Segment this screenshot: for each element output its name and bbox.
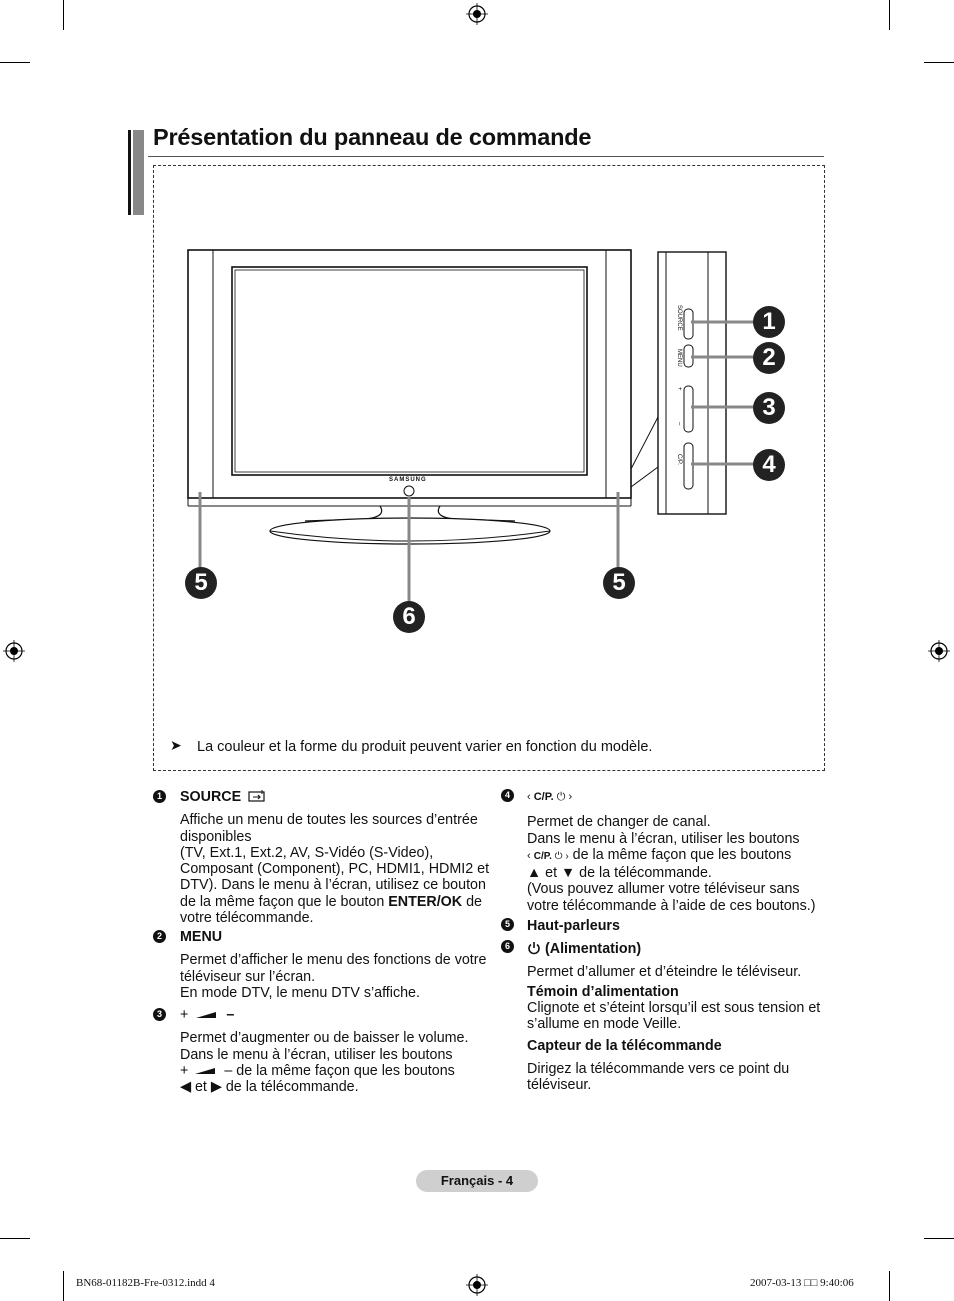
note-arrow-icon: ➤: [170, 737, 182, 753]
title-rule: [148, 156, 824, 157]
callout-6: 6: [393, 601, 425, 633]
panel-label-source: SOURCE: [676, 305, 682, 331]
item-channel: [527, 789, 827, 914]
text-line: Clignote et s’éteint lorsqu’il est sous tension et: [527, 999, 821, 1016]
item-marker-5: 5: [501, 918, 514, 931]
item-heading: (Alimentation): [545, 941, 642, 957]
crop-mark: [889, 1271, 890, 1301]
item-volume: [180, 1007, 500, 1095]
text-line: disponibles: [180, 828, 252, 845]
title-accent-bar: [128, 130, 144, 215]
text-line: Permet d’allumer et d’éteindre le téléviseur.: [527, 964, 802, 981]
item-marker-2: 2: [153, 930, 166, 943]
text-line: [180, 894, 500, 910]
crop-mark: [63, 1271, 64, 1301]
page-title: Présentation du panneau de commande: [153, 124, 592, 150]
crop-mark: [889, 0, 890, 30]
crop-mark: [0, 1238, 30, 1239]
volume-ramp-icon: [195, 1065, 217, 1075]
item-marker-3: 3: [153, 1008, 166, 1021]
source-input-icon: [248, 790, 268, 802]
text-line: Permet d’augmenter ou de baisser le volume.: [180, 1030, 469, 1047]
text-line: votre télécommande à l’aide de ces boutons.): [527, 897, 816, 914]
print-slug-left: BN68-01182B-Fre-0312.indd 4: [76, 1277, 215, 1289]
callout-3: 3: [753, 392, 785, 424]
text-segment: et: [541, 865, 562, 882]
sub-heading: Témoin d’alimentation: [527, 983, 679, 1000]
text-line: Dans le menu à l’écran, utiliser les boutons: [527, 830, 800, 847]
text-line: Dans le menu à l’écran, utiliser les boutons: [180, 1046, 453, 1063]
text-line: [527, 865, 827, 881]
plus-label: +: [180, 1062, 189, 1079]
sub-heading: Capteur de la télécommande: [527, 1038, 722, 1055]
text-line: Dirigez la télécommande vers ce point du: [527, 1060, 790, 1077]
plus-label: +: [180, 1007, 189, 1023]
text-line: [527, 847, 827, 865]
item-speakers: Haut-parleurs: [527, 918, 620, 934]
power-small-icon: ⏻: [556, 791, 566, 803]
callout-4: 4: [753, 449, 785, 481]
panel-label-minus: –: [676, 422, 682, 426]
item-marker-4: 4: [501, 789, 514, 802]
down-arrow-icon: ▼: [561, 865, 576, 882]
tv-illustration: [155, 167, 821, 767]
text-line: DTV). Dans le menu à l’écran, utilisez ce bouton: [180, 877, 486, 894]
power-icon: [527, 941, 541, 955]
item-marker-1: 1: [153, 790, 166, 803]
callout-5-right: 5: [603, 567, 635, 599]
right-arrow-icon: ▶: [210, 1079, 222, 1096]
minus-label: –: [224, 1062, 233, 1079]
text-line: En mode DTV, le menu DTV s’affiche.: [180, 984, 420, 1001]
panel-label-chp: C/P.: [676, 454, 682, 465]
text-segment: de: [462, 893, 482, 910]
callout-5-left: 5: [185, 567, 217, 599]
item-marker-6: 6: [501, 940, 514, 953]
text-line: Affiche un menu de toutes les sources d’entrée: [180, 812, 478, 829]
chp-label: C/P.: [533, 791, 554, 803]
text-line: s’allume en mode Veille.: [527, 1016, 682, 1033]
text-line: téléviseur.: [527, 1077, 592, 1094]
page-number-badge: Français - 4: [416, 1170, 538, 1192]
power-small-icon: ⏻ ›: [551, 850, 569, 862]
item-source: [180, 789, 500, 926]
callout-1: 1: [753, 306, 785, 338]
text-segment: de la télécommande.: [221, 1079, 359, 1096]
text-segment: de la même façon que le bouton: [180, 893, 389, 910]
crop-mark: [63, 0, 64, 30]
chevron-right-icon: ›: [568, 791, 573, 803]
registration-mark-icon: [3, 640, 25, 662]
registration-mark-icon: [466, 3, 488, 25]
tv-brand-logo: SAMSUNG: [389, 477, 427, 483]
text-bold: ENTER/OK: [388, 893, 463, 910]
chp-label: C/P.: [533, 850, 552, 862]
up-arrow-icon: ▲: [527, 865, 542, 882]
item-power: [527, 941, 827, 1093]
text-segment: de la même façon que les boutons: [232, 1062, 455, 1079]
text-segment: de la même façon que les boutons: [568, 846, 792, 863]
text-line: (TV, Ext.1, Ext.2, AV, S-Vidéo (S-Video),: [180, 844, 434, 861]
text-line: [180, 1079, 500, 1095]
registration-mark-icon: [928, 640, 950, 662]
text-segment: et: [191, 1079, 211, 1096]
item-heading: MENU: [180, 929, 223, 945]
text-line: Composant (Component), PC, HDMI1, HDMI2 et: [180, 861, 490, 878]
crop-mark: [924, 1238, 954, 1239]
text-segment: de la télécommande.: [575, 865, 712, 882]
text-line: votre télécommande.: [180, 910, 314, 927]
text-line: téléviseur sur l’écran.: [180, 968, 316, 985]
print-slug-right: 2007-03-13 □□ 9:40:06: [750, 1277, 854, 1289]
chevron-left-icon: ‹: [527, 849, 534, 862]
volume-ramp-icon: [196, 1009, 218, 1019]
crop-mark: [0, 62, 30, 63]
text-line: (Vous pouvez allumer votre téléviseur sans: [527, 881, 800, 898]
chevron-left-icon: ‹: [527, 791, 531, 803]
item-heading: SOURCE: [180, 789, 242, 805]
crop-mark: [924, 62, 954, 63]
text-line: [180, 1063, 500, 1079]
text-line: Permet de changer de canal.: [527, 814, 711, 831]
callout-2: 2: [753, 342, 785, 374]
registration-mark-icon: [466, 1274, 488, 1296]
figure-note: La couleur et la forme du produit peuvent varier en fonction du modèle.: [197, 739, 653, 755]
item-menu: [180, 929, 500, 1001]
text-line: Permet d’afficher le menu des fonctions de votre: [180, 952, 487, 969]
panel-label-plus: +: [676, 387, 682, 391]
panel-label-menu: MENU: [676, 349, 682, 367]
minus-label: –: [226, 1007, 235, 1023]
left-arrow-icon: ◀: [180, 1079, 191, 1096]
